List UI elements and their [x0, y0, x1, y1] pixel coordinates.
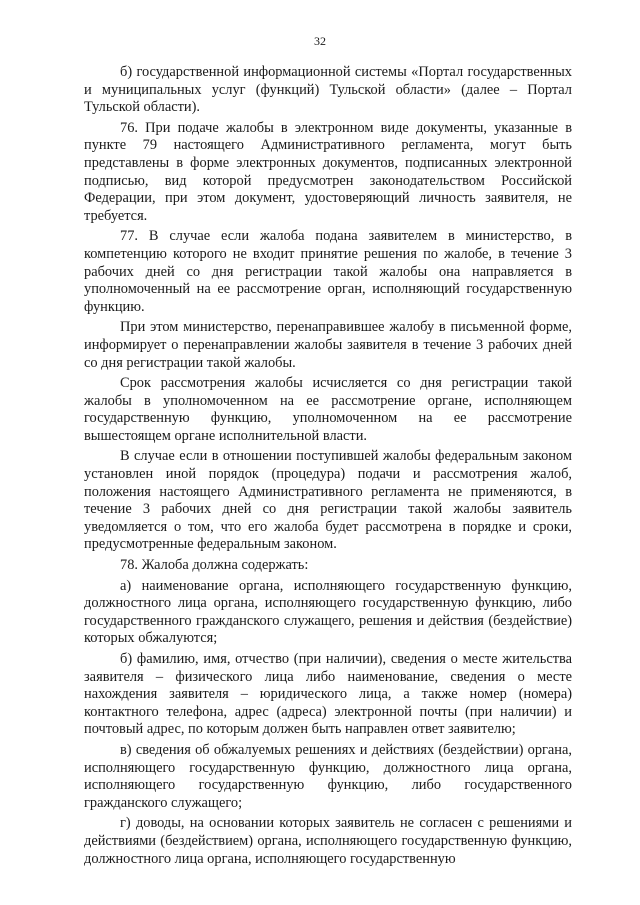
paragraph-review-term: Срок рассмотрения жалобы исчисляется со дня регистрации такой жалобы в уполномоченном на ее рассмотрение органе, исполняющем государственную функцию, уполномоченном на ее рассмотрение вышестоящем органе исполнительной власти. — [84, 375, 572, 444]
paragraph-76: 76. При подаче жалобы в электронном виде документы, указанные в пункте 79 настоящего Административного регламента, могут быть представлены в форме электронных документов, подписанных электронной подписью, вид которой предусмотрен законодательством Российской Федерации, при этом документ, удостоверяющий личность заявителя, не требуется. — [84, 119, 572, 224]
paragraph-77: 77. В случае если жалоба подана заявителем в министерство, в компетенцию которого не входит принятие решения по жалобе, в течение 3 рабочих дней со дня регистрации такой жалобы она направляется в уполномоченный на ее рассмотрение орган, исполняющий государственную функцию. — [84, 228, 572, 315]
document-body — [84, 64, 572, 868]
paragraph-federal-law: В случае если в отношении поступившей жалобы федеральным законом установлен иной порядок (процедура) подачи и рассмотрения жалоб, положения настоящего Административного регламента не применяются, в течение 3 рабочих дней со дня регистрации такой жалобы заявитель уведомляется о том, что его жалоба будет рассмотрена в порядке и сроки, предусмотренные федеральным законом. — [84, 448, 572, 553]
paragraph-78: 78. Жалоба должна содержать: — [120, 557, 309, 574]
paragraph-78-b: б) фамилию, имя, отчество (при наличии), сведения о месте жительства заявителя – физического лица либо наименование, сведения о месте нахождения заявителя – юридического лица, а также номер (номера) контактного телефона, адрес (адреса) электронной почты (при наличии) и почтовый адрес, по которым должен быть направлен ответ заявителю; — [84, 651, 572, 738]
paragraph-redirect: При этом министерство, перенаправившее жалобу в письменной форме, информирует о перенаправлении жалобы заявителя в течение 3 рабочих дней со дня регистрации такой жалобы. — [84, 319, 572, 371]
paragraph-78-g: г) доводы, на основании которых заявитель не согласен с решениями и действиями (бездействием) органа, исполняющего государственную функцию, должностного лица органа, исполняющего государственную — [84, 815, 572, 867]
paragraph-78-a: а) наименование органа, исполняющего государственную функцию, должностного лица органа, исполняющего государственную функцию, либо государственного гражданского служащего, решения и действия (бездействие) которых обжалуются; — [84, 577, 572, 647]
page-number: 32 — [314, 34, 326, 48]
paragraph-b-portal: б) государственной информационной системы «Портал государственных и муниципальных услуг (функций) Тульской области» (далее – Портал Тульской области). — [84, 64, 572, 116]
paragraph-78-v: в) сведения об обжалуемых решениях и действиях (бездействии) органа, исполняющего государственную функцию, должностного лица органа, исполняющего государственную функцию, либо государственного гражданского служащего; — [84, 741, 572, 811]
